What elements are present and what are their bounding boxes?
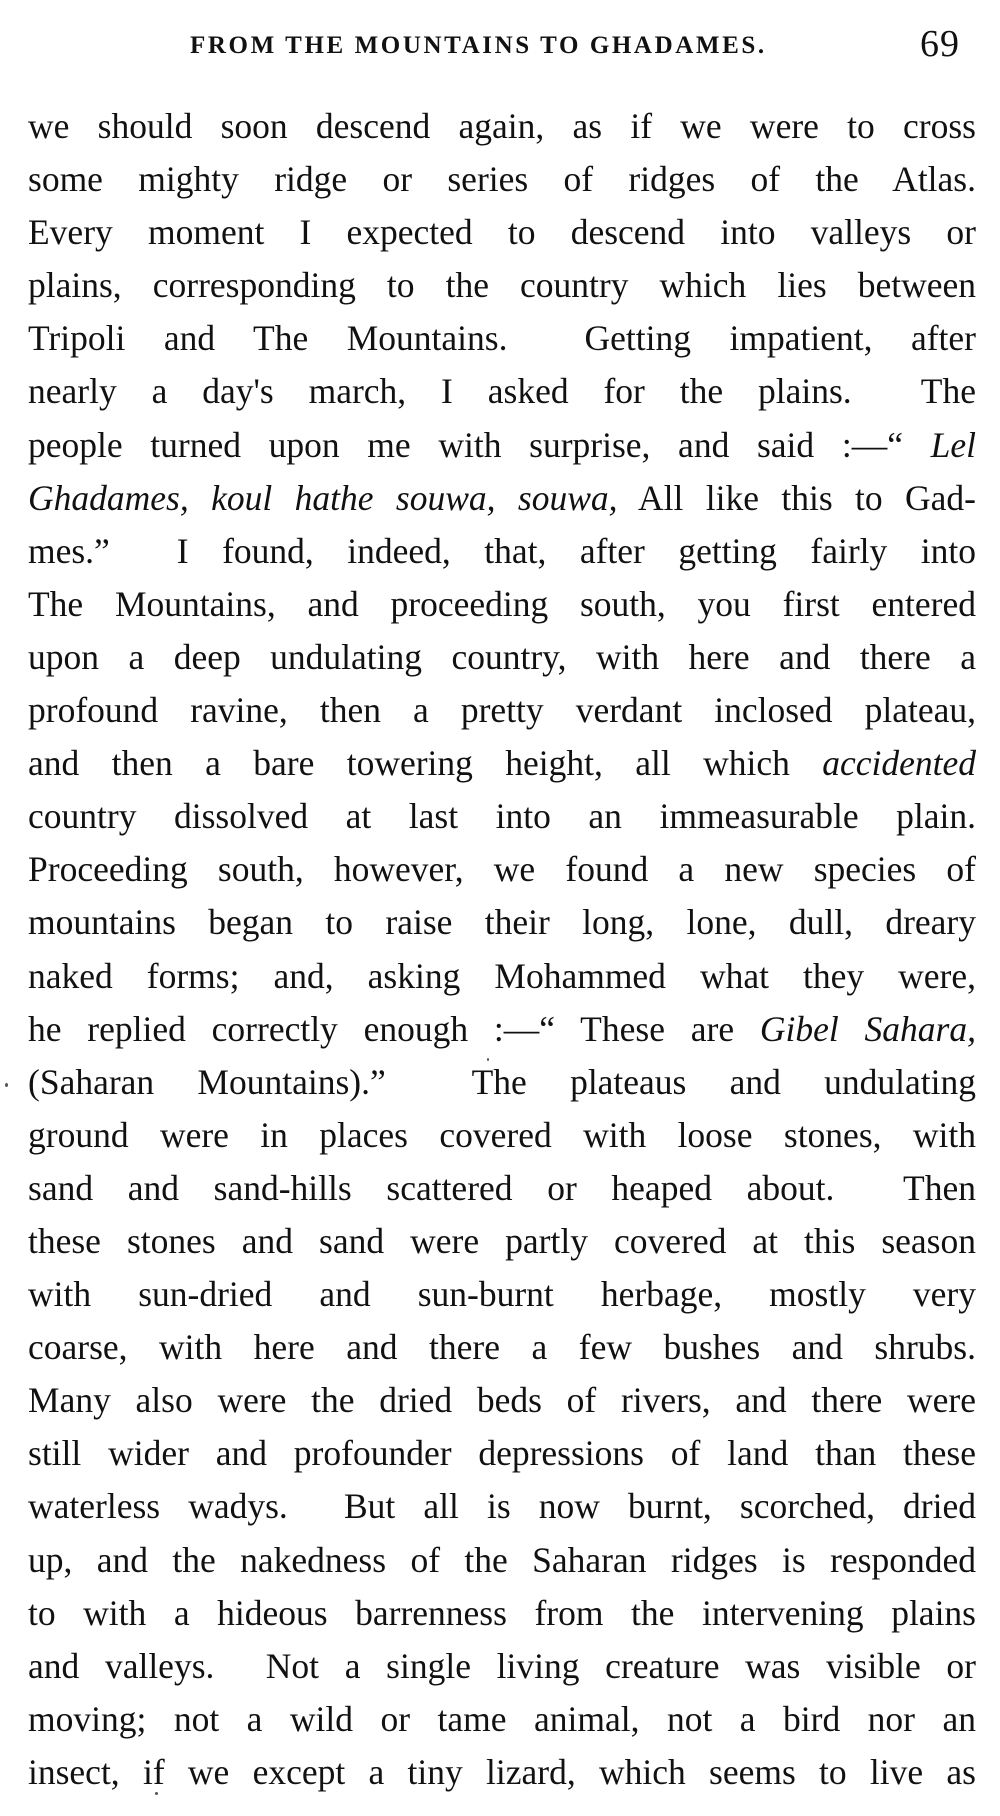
text-line — [28, 1056, 976, 1109]
text-segment: mes.” I found, indeed, that, after getting fairly into — [28, 530, 976, 571]
text-segment: nearly a day's march, I asked for the plains. The — [28, 371, 976, 412]
text-segment: mountains began to raise their long, lone, dull, dreary — [28, 902, 976, 943]
text-segment: we should soon descend again, as if we were to cross — [28, 106, 976, 146]
text-segment: The Mountains, and proceeding south, you first entered — [28, 583, 976, 624]
text-segment: these stones and sand were partly covered at this season — [28, 1220, 976, 1261]
text-line — [28, 100, 976, 153]
text-line — [28, 1003, 976, 1056]
text-line — [28, 1640, 976, 1693]
text-line — [28, 1480, 976, 1533]
text-line — [28, 1693, 976, 1746]
text-segment: with sun-dried and sun-burnt herbage, mostly very — [28, 1274, 976, 1315]
text-segment: waterless wadys. But all is now burnt, scorched, dried — [28, 1486, 976, 1527]
text-segment: and valleys. Not a single living creature was visible or — [28, 1645, 976, 1686]
text-segment: (Saharan Mountains).” The plateaus and undulating — [28, 1061, 976, 1102]
text-line — [28, 1215, 976, 1268]
text-line — [28, 472, 976, 525]
text-line — [28, 1268, 976, 1321]
text-segment: plains, corresponding to the country which lies between — [28, 265, 976, 306]
text-segment: moving; not a wild or tame animal, not a bird nor an — [28, 1698, 976, 1739]
text-line — [28, 1427, 976, 1480]
text-segment: he replied correctly enough :—“ These are — [28, 1008, 760, 1049]
text-line — [28, 1321, 976, 1374]
italic-text: Gibel Sahara, — [759, 1008, 976, 1049]
ink-speck — [487, 1058, 489, 1061]
text-line — [28, 843, 976, 896]
text-segment: ground were in places covered with loose stones, with — [28, 1114, 976, 1155]
text-line — [28, 1587, 976, 1640]
text-line — [28, 312, 976, 365]
text-segment: Every moment I expected to descend into valleys or — [28, 212, 976, 253]
text-line — [28, 896, 976, 949]
text-segment: some mighty ridge or series of ridges of the Atlas. — [28, 159, 976, 200]
text-line — [28, 578, 976, 631]
italic-text: accidented — [822, 743, 976, 784]
running-head — [190, 20, 960, 72]
text-line — [28, 631, 976, 684]
text-line — [28, 1162, 976, 1215]
text-segment: Proceeding south, however, we found a new species of — [28, 849, 976, 890]
text-segment: naked forms; and, asking Mohammed what they were, — [28, 955, 976, 996]
text-line — [28, 684, 976, 737]
text-line — [28, 1109, 976, 1162]
text-segment: country dissolved at last into an immeasurable plain. — [28, 796, 976, 837]
text-segment: All like this to Gad- — [617, 477, 976, 518]
text-segment: people turned upon me with surprise, and said :—“ — [28, 424, 931, 465]
text-line — [28, 737, 976, 790]
ink-speck — [155, 1792, 158, 1795]
text-line — [28, 950, 976, 1003]
body-text — [28, 100, 976, 1799]
text-line — [28, 419, 976, 472]
text-segment: coarse, with here and there a few bushes and shrubs. — [28, 1327, 976, 1368]
text-line — [28, 1534, 976, 1587]
text-segment: up, and the nakedness of the Saharan ridges is responded — [28, 1539, 976, 1580]
text-segment: Tripoli and The Mountains. Getting impatient, after — [28, 318, 976, 359]
text-segment: to with a hideous barrenness from the intervening plains — [28, 1592, 976, 1633]
text-line — [28, 206, 976, 259]
text-segment: upon a deep undulating country, with here and there a — [28, 636, 976, 677]
text-segment: insect, if we except a tiny lizard, which seems to live as — [28, 1751, 976, 1792]
text-line — [28, 365, 976, 418]
text-segment: profound ravine, then a pretty verdant inclosed plateau, — [28, 690, 976, 731]
italic-text: Lel — [930, 424, 976, 465]
text-line — [28, 525, 976, 578]
page-number: 69 — [920, 23, 960, 65]
text-line — [28, 259, 976, 312]
running-title: FROM THE MOUNTAINS TO GHADAMES. — [190, 32, 767, 59]
ink-speck — [5, 1083, 8, 1087]
text-segment: sand and sand-hills scattered or heaped about. Then — [28, 1167, 976, 1208]
text-line — [28, 1746, 976, 1799]
text-segment: Many also were the dried beds of rivers, and there were — [28, 1380, 976, 1421]
text-line — [28, 790, 976, 843]
text-line — [28, 1374, 976, 1427]
text-line — [28, 153, 976, 206]
text-segment: and then a bare towering height, all which — [28, 743, 823, 784]
text-segment: still wider and profounder depressions of land than these — [28, 1433, 976, 1474]
italic-text: Ghadames, koul hathe souwa, souwa, — [28, 477, 618, 518]
